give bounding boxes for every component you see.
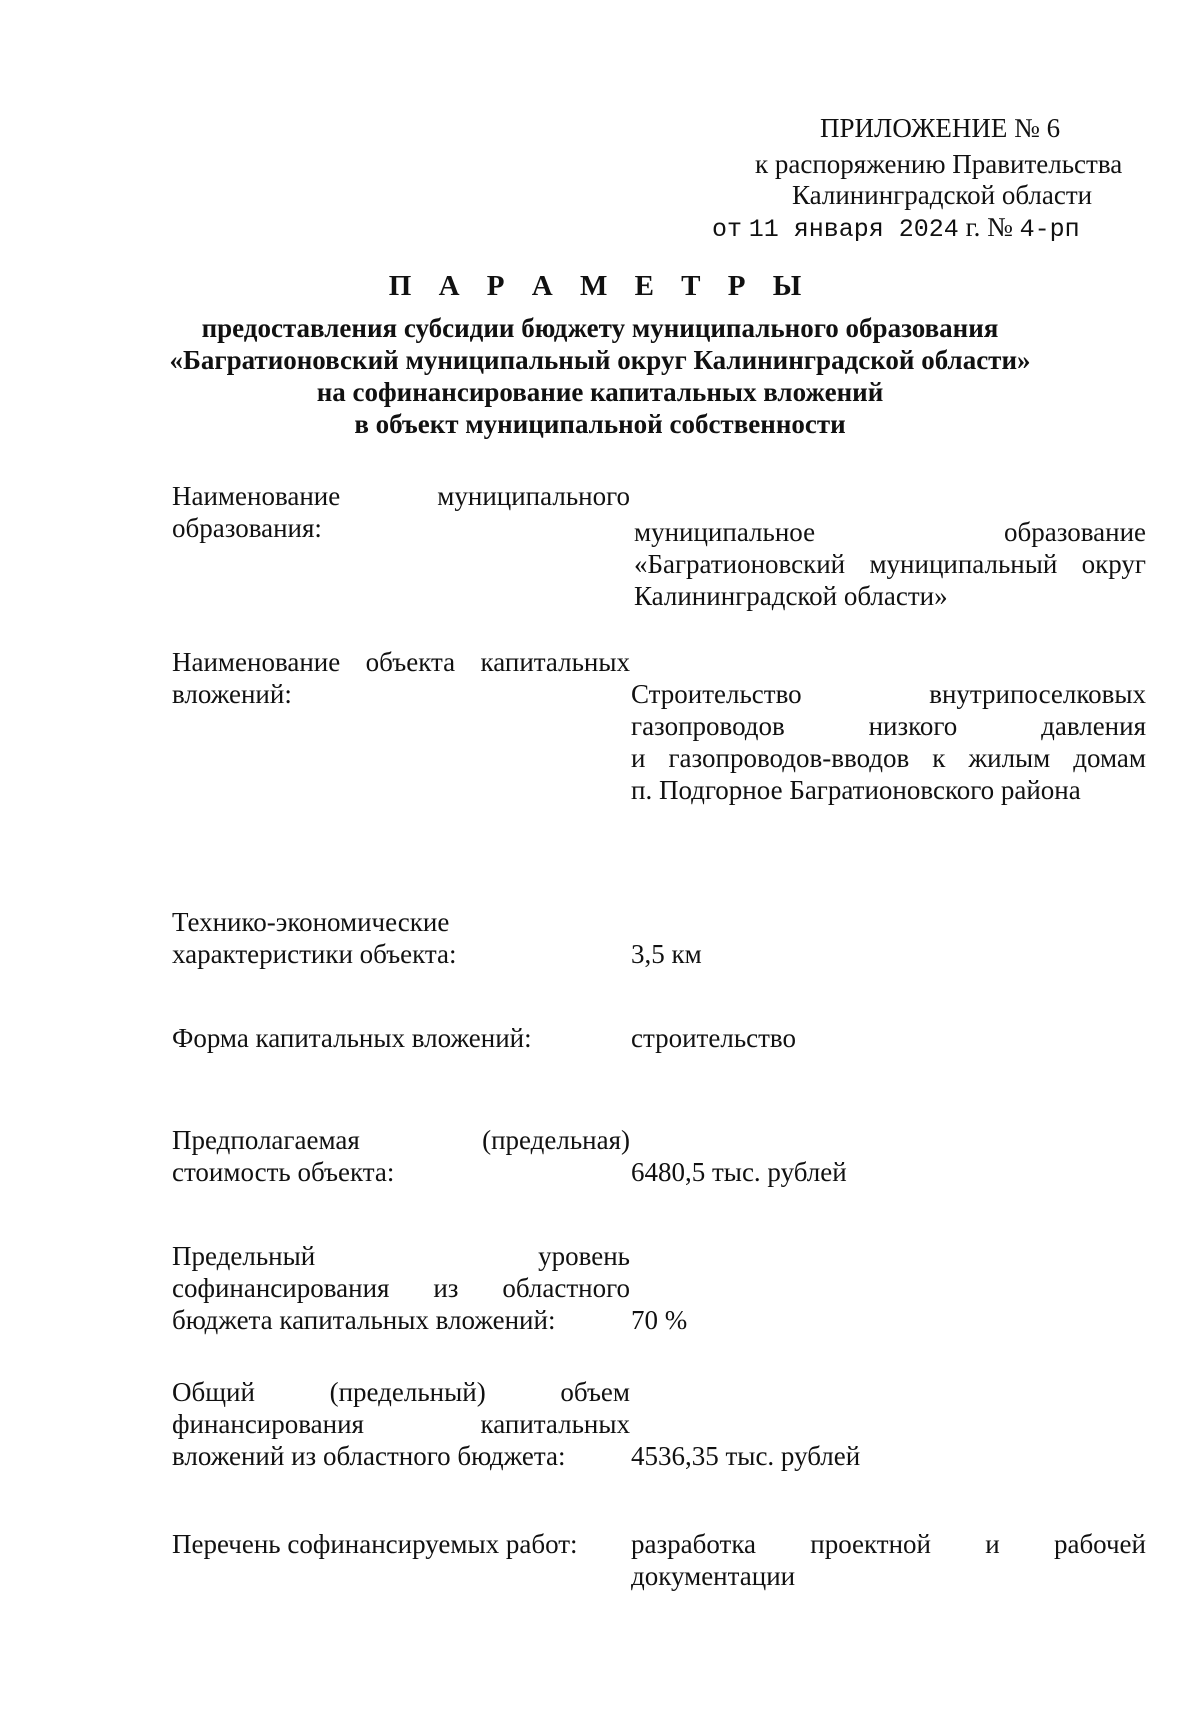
total-funding-value-text: 4536,35 тыс. рублей bbox=[631, 1441, 861, 1471]
investment-form-label bbox=[172, 1022, 630, 1054]
cofinancing-level-value bbox=[631, 1304, 1146, 1336]
municipality-label-line-1: Наименование муниципального bbox=[172, 481, 630, 511]
total-funding-label bbox=[172, 1376, 630, 1472]
cofinancing-level-label-line-3: бюджета капитальных вложений: bbox=[172, 1305, 556, 1335]
object-name-value bbox=[631, 678, 1146, 806]
estimated-cost-value bbox=[631, 1156, 1146, 1188]
appendix-line-2-text: к распоряжению Правительства bbox=[755, 149, 1123, 179]
cofinancing-level-label-line-1: Предельный уровень bbox=[172, 1241, 630, 1271]
tech-specs-label bbox=[172, 906, 630, 970]
title-line-4: в объект муниципальной собственности bbox=[354, 409, 846, 439]
tech-specs-value-text: 3,5 км bbox=[631, 939, 702, 969]
total-funding-label-line-3: вложений из областного бюджета: bbox=[172, 1441, 566, 1471]
works-list-value-line-2: документации bbox=[631, 1561, 796, 1591]
municipality-value bbox=[634, 516, 1146, 612]
object-name-value-line-4: п. Подгорное Багратионовского района bbox=[631, 775, 1081, 805]
document-number: 4-рп bbox=[1019, 215, 1080, 244]
estimated-cost-label bbox=[172, 1124, 630, 1188]
estimated-cost-label-line-2: стоимость объекта: bbox=[172, 1157, 395, 1187]
appendix-title bbox=[820, 110, 1060, 146]
cofinancing-level-label bbox=[172, 1240, 630, 1336]
municipality-value-line-2: «Багратионовский муниципальный округ bbox=[634, 549, 1146, 579]
date-suffix: г. № bbox=[965, 212, 1013, 242]
object-name-value-line-2: газопроводов низкого давления bbox=[631, 711, 1146, 741]
municipality-label-line-2: образования: bbox=[172, 513, 322, 543]
object-name-label-line-1: Наименование объекта капитальных bbox=[172, 647, 630, 677]
appendix-title-text: ПРИЛОЖЕНИЕ № 6 bbox=[820, 113, 1061, 143]
date-prefix: от bbox=[712, 215, 743, 244]
investment-form-value-text: строительство bbox=[631, 1023, 796, 1053]
tech-specs-label-line-2: характеристики объекта: bbox=[172, 939, 457, 969]
appendix-line-3 bbox=[792, 177, 1092, 213]
object-name-label bbox=[172, 646, 630, 710]
municipality-label bbox=[172, 480, 630, 544]
appendix-line-3-text: Калининградской области bbox=[792, 180, 1093, 210]
total-funding-label-line-1: Общий (предельный) объем bbox=[172, 1377, 630, 1407]
title-line-1: предоставления субсидии бюджету муниципального образования bbox=[201, 313, 999, 343]
works-list-label-text: Перечень софинансируемых работ: bbox=[172, 1529, 578, 1559]
investment-form-value bbox=[631, 1022, 1146, 1054]
document-title bbox=[0, 270, 1200, 440]
title-line-2: «Багратионовский муниципальный округ Калининградской области» bbox=[169, 345, 1031, 375]
title-line-3: на софинансирование капитальных вложений bbox=[316, 377, 884, 407]
municipality-value-line-1: муниципальное образование bbox=[634, 517, 1146, 547]
title-heading: П А Р А М Е Т Р Ы bbox=[388, 270, 812, 302]
tech-specs-label-line-1: Технико-экономические bbox=[172, 907, 450, 937]
total-funding-label-line-2: финансирования капитальных bbox=[172, 1409, 630, 1439]
estimated-cost-label-line-1: Предполагаемая (предельная) bbox=[172, 1125, 630, 1155]
tech-specs-value bbox=[631, 938, 1146, 970]
cofinancing-level-value-text: 70 % bbox=[631, 1305, 688, 1335]
municipality-value-line-3: Калининградской области» bbox=[634, 581, 948, 611]
investment-form-label-text: Форма капитальных вложений: bbox=[172, 1023, 532, 1053]
works-list-value bbox=[631, 1528, 1146, 1592]
appendix-date-line bbox=[712, 209, 1080, 248]
works-list-value-line-1: разработка проектной и рабочей bbox=[631, 1529, 1146, 1559]
estimated-cost-value-text: 6480,5 тыс. рублей bbox=[631, 1157, 847, 1187]
object-name-value-line-1: Строительство внутрипоселковых bbox=[631, 679, 1146, 709]
date-typed: 11 января 2024 bbox=[748, 215, 959, 244]
object-name-value-line-3: и газопроводов-вводов к жилым домам bbox=[631, 743, 1146, 773]
cofinancing-level-label-line-2: софинансирования из областного bbox=[172, 1273, 630, 1303]
object-name-label-line-2: вложений: bbox=[172, 679, 292, 709]
works-list-label bbox=[172, 1528, 630, 1560]
total-funding-value bbox=[631, 1440, 1146, 1472]
